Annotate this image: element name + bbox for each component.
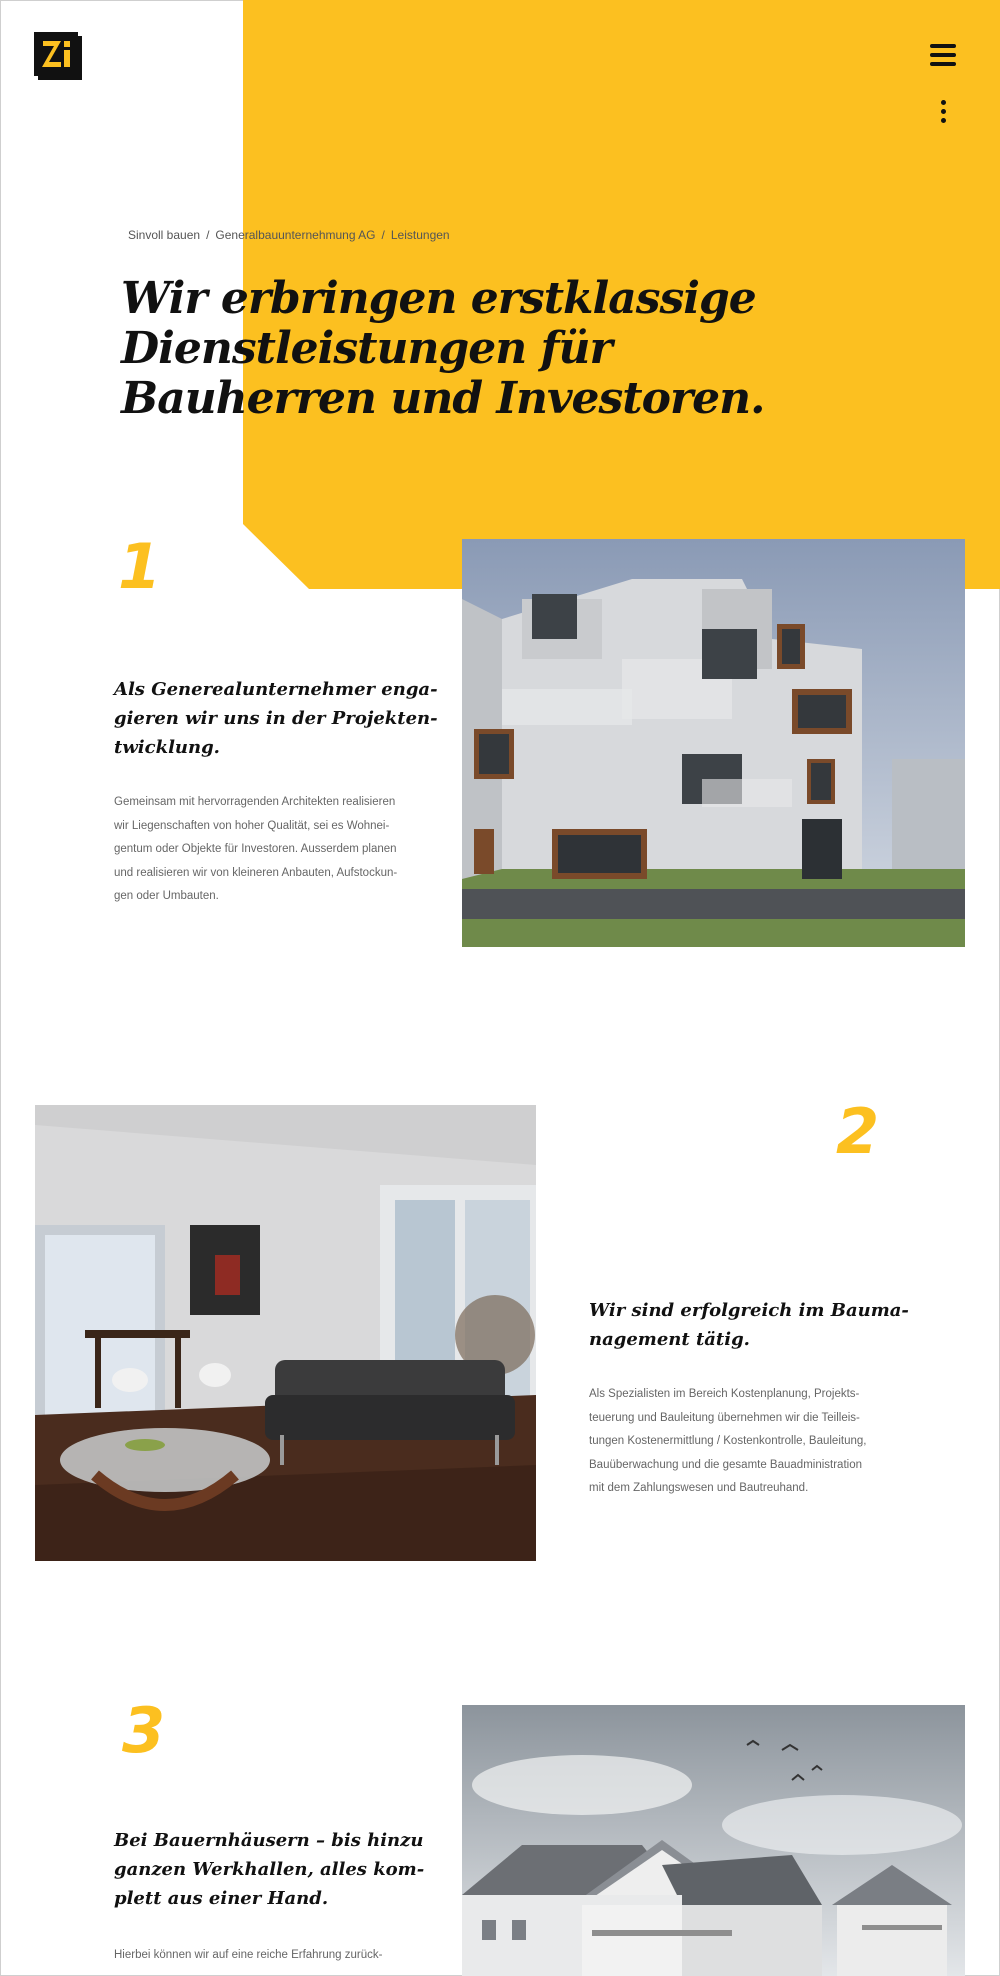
- section-title-line: twicklung.: [114, 737, 220, 758]
- section-title-line: Als Generealunternehmer enga-: [114, 679, 438, 700]
- section-text: [114, 1944, 382, 1968]
- breadcrumb: Sinvoll bauen / Generalbauunternehmung AG / Leistungen: [128, 228, 450, 242]
- section-title-line: Bei Bauernhäusern – bis hinzu: [114, 1830, 424, 1851]
- apartment-building-image: [462, 539, 965, 947]
- logo-icon: [34, 32, 84, 82]
- section-text-line: wir Liegenschaften von hoher Qualität, sei es Wohnei-: [114, 819, 390, 832]
- page-title-line: Bauherren und Investoren.: [121, 373, 765, 424]
- breadcrumb-link-company[interactable]: Generalbauunternehmung AG: [215, 228, 376, 242]
- section-title-line: Wir sind erfolgreich im Bauma-: [589, 1300, 909, 1321]
- hamburger-menu-icon[interactable]: [930, 44, 956, 70]
- section-text-line: Als Spezialisten im Bereich Kostenplanung, Projekts-: [589, 1388, 860, 1400]
- page-title-line: Dienstleistungen für: [121, 323, 612, 374]
- section-number: 3: [122, 1694, 166, 1767]
- section-number: 2: [836, 1095, 880, 1168]
- page-title: [121, 274, 821, 424]
- logo[interactable]: [34, 32, 84, 82]
- section-text-line: gen oder Umbauten.: [114, 890, 219, 902]
- section-text-line: tungen Kostenermittlung / Kostenkontrolle, Bauleitung,: [589, 1435, 867, 1447]
- section-text-line: teuerung und Bauleitung übernehmen wir die Teilleis-: [589, 1411, 860, 1424]
- section-text-line: Hierbei können wir auf eine reiche Erfahrung zurück-: [114, 1949, 383, 1961]
- breadcrumb-current: Leistungen: [390, 228, 450, 242]
- section-number: 1: [118, 530, 162, 603]
- section-text-line: Bauüberwachung und die gesamte Bauadministration: [589, 1458, 862, 1471]
- section-text: [114, 791, 397, 909]
- living-room-image: [35, 1105, 536, 1561]
- page-title-line: Wir erbringen erstklassige: [121, 273, 756, 324]
- section-text-line: und realisieren wir von kleineren Anbauten, Aufstockun-: [114, 866, 398, 879]
- section-title-line: plett aus einer Hand.: [114, 1888, 329, 1909]
- section-title: [589, 1296, 909, 1354]
- section-title: [114, 1826, 424, 1913]
- section-title-line: nagement tätig.: [589, 1329, 750, 1350]
- breadcrumb-link-home[interactable]: Sinvoll bauen: [128, 228, 201, 242]
- section-text-line: mit dem Zahlungswesen und Bautreuhand.: [589, 1482, 809, 1494]
- farmhouse-image: [462, 1705, 965, 1976]
- section-text-line: Gemeinsam mit hervorragenden Architekten realisieren: [114, 796, 396, 808]
- section-title: [114, 675, 438, 762]
- vertical-dots-icon[interactable]: [936, 100, 950, 128]
- section-text: [589, 1383, 866, 1501]
- section-title-line: gieren wir uns in der Projekten-: [114, 708, 438, 729]
- section-text-line: gentum oder Objekte für Investoren. Ausserdem planen: [114, 843, 397, 855]
- section-title-line: ganzen Werkhallen, alles kom-: [114, 1859, 425, 1880]
